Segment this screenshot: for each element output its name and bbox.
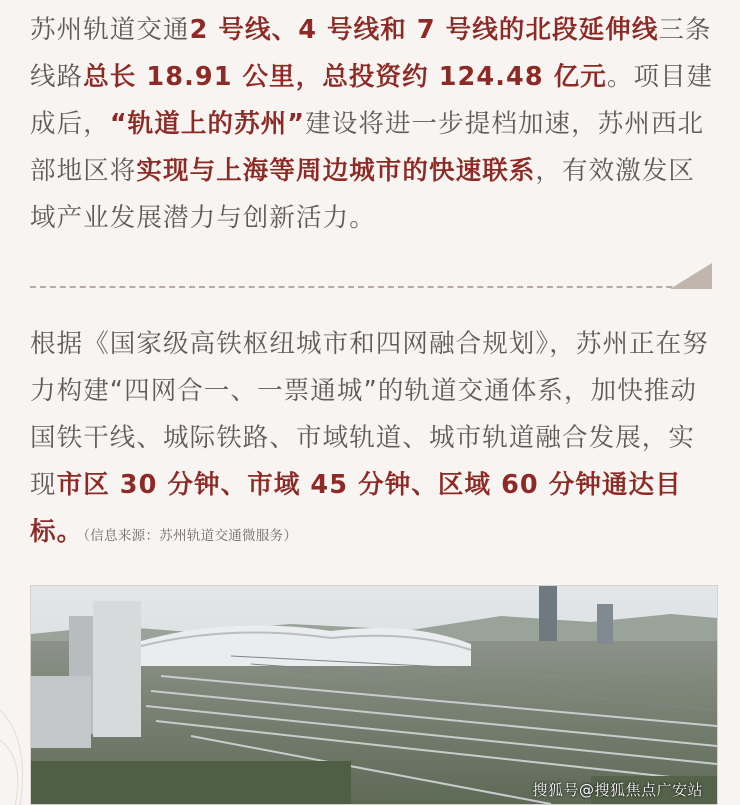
aerial-station-illustration xyxy=(31,586,717,804)
railway-station-photo xyxy=(30,585,718,805)
plan-paragraph xyxy=(30,321,720,560)
corner-triangle-decoration xyxy=(670,263,712,289)
highlight-length-investment: 总长 18.91 公里，总投资约 124.48 亿元 xyxy=(83,62,607,92)
highlight-rail-suzhou: “轨道上的苏州” xyxy=(109,109,306,139)
text-span: 根据《国家级高铁枢纽城市和四网融合规划》，苏州正在努力构建“四网合一、一票通城”的轨道交通体系，加快推动国铁干线、城际铁路、市域轨道、城市轨道融合发展，实现 xyxy=(30,329,709,500)
highlight-lines: 2 号线、4 号线和 7 号线的北段延伸线 xyxy=(189,15,659,45)
watermark: 搜狐号@搜狐焦点广安站 xyxy=(532,781,703,799)
text-span: 。项目建成后， xyxy=(30,62,714,139)
text-span: 建设将进一步提档加速，苏州西北部地区将 xyxy=(30,109,705,186)
highlight-fast-connection: 实现与上海等周边城市的快速联系 xyxy=(136,156,536,186)
intro-paragraph xyxy=(30,7,720,242)
text-span: 三条线路 xyxy=(30,15,712,92)
text-span: 苏州轨道交通 xyxy=(30,15,190,45)
dashed-divider xyxy=(30,286,712,288)
text-span: ，有效激发区域产业发展潜力与创新活力。 xyxy=(30,156,696,233)
highlight-commute-targets: 市区 30 分钟、市域 45 分钟、区域 60 分钟通达目标。 xyxy=(30,470,682,547)
source-note: （信息来源：苏州轨道交通微服务） xyxy=(83,528,298,544)
